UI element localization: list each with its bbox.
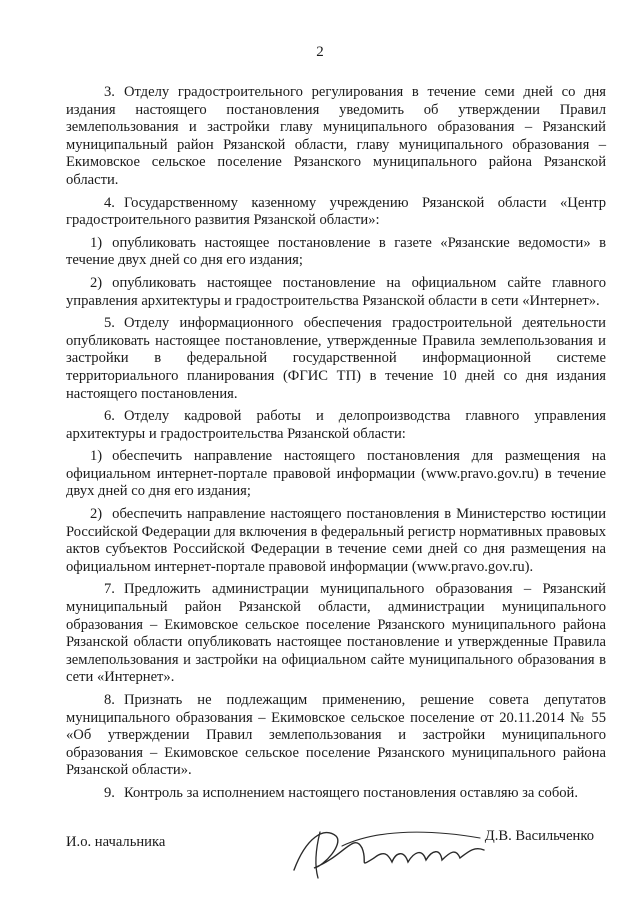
paragraph-text: Отделу градостроительного регулирования в течение семи дней со дня издания настоящего постановления уведомить об утверждении Правил землепользования и застройки главу муниципального образования – Рязанский муниципальный район Рязанской области, главу муниципального образования – Екимовское сельское поселение Рязанского муниципального района Рязанской области. <box>66 84 606 188</box>
subparagraph-text: обеспечить направление настоящего постановления в Министерство юстиции Российской Федерации для включения в федеральный регистр нормативных правовых актов субъектов Российской Федерации в течение семи дней со дня размещения на официальном интернет-портале правовой информации (www.pravo.gov.ru). <box>66 506 606 575</box>
subparagraph-4-1 <box>66 235 606 270</box>
subparagraph-6-2 <box>66 506 606 576</box>
paragraph-8 <box>66 692 606 780</box>
subparagraph-number: 2) <box>90 506 103 523</box>
subparagraph-text: обеспечить направление настоящего постановления для размещения на официальном интернет-портале правовой информации (www.pravo.gov.ru) в течение двух дней со дня его издания; <box>66 448 606 500</box>
paragraph-3 <box>66 84 606 190</box>
paragraph-number: 3. <box>104 84 115 100</box>
paragraph-number: 7. <box>104 581 115 598</box>
page-number: 2 <box>316 44 324 60</box>
paragraph-6 <box>66 408 606 443</box>
paragraph-text: Контроль за исполнением настоящего постановления оставляю за собой. <box>123 784 579 801</box>
paragraph-7 <box>66 581 606 687</box>
signer-name: Д.В. Васильченко <box>484 828 594 844</box>
paragraph-4 <box>66 195 606 230</box>
subparagraph-text: опубликовать настоящее постановление на официальном сайте главного управления архитектуры и градостроительства Рязанской области в сети «Интернет». <box>66 274 606 309</box>
paragraph-number: 4. <box>104 194 115 211</box>
subparagraph-number: 1) <box>90 448 103 465</box>
subparagraph-6-1 <box>66 448 606 501</box>
handwritten-signature <box>284 808 504 888</box>
paragraph-number: 5. <box>104 315 115 332</box>
paragraph-text: Предложить администрации муниципального образования – Рязанский муниципальный район Рязанской области, администрации муниципального образования – Екимовское сельское поселение Рязанского муниципального района Рязанской области опубликовать настоящее постановление и утвержденные Правила землепользования и застройки на официальном сайте муниципального образования в сети «Интернет». <box>66 581 606 686</box>
paragraph-number: 8. <box>104 692 115 708</box>
signer-title: И.о. начальника <box>66 834 166 850</box>
paragraph-5 <box>66 315 606 403</box>
subparagraph-number: 1) <box>90 234 103 251</box>
subparagraph-text: опубликовать настоящее постановление в газете «Рязанские ведомости» в течение двух дней со дня его издания; <box>66 234 606 269</box>
document-body <box>66 84 606 808</box>
paragraph-text: Отделу информационного обеспечения градостроительной деятельности опубликовать настоящее постановление, утвержденные Правила землепользования и застройки в федеральной государственной информационной системе территориального планирования (ФГИС ТП) в течение 10 дней со дня издания настоящего постановления. <box>66 315 606 402</box>
paragraph-number: 6. <box>104 408 115 425</box>
paragraph-text: Признать не подлежащим применению, решение совета депутатов муниципального образования – Екимовское сельское поселение от 20.11.2014 № 55 «Об утверждении Правил землепользования и застройки муниципального образования – Екимовское сельское поселение Рязанского муниципального района Рязанской области». <box>66 692 606 779</box>
paragraph-text: Отделу кадровой работы и делопроизводства главного управления архитектуры и градостроительства Рязанской области: <box>66 408 606 442</box>
paragraph-number: 9. <box>104 784 115 801</box>
subparagraph-number: 2) <box>90 274 103 291</box>
paragraph-9 <box>66 785 606 803</box>
subparagraph-4-2 <box>66 275 606 310</box>
paragraph-text: Государственному казенному учреждению Рязанской области «Центр градостроительного развития Рязанской области»: <box>66 194 606 229</box>
